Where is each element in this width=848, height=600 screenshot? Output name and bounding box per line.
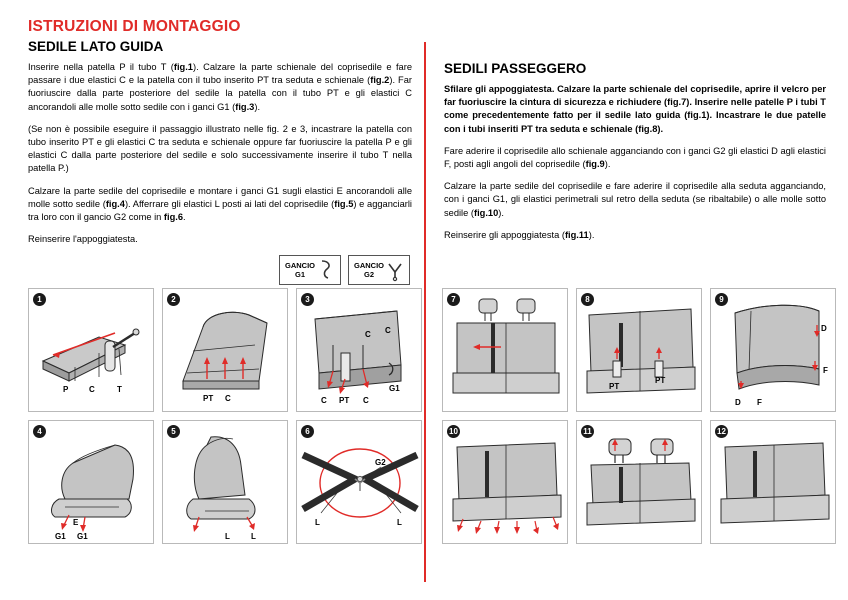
svg-text:F: F xyxy=(823,366,828,375)
figure-2-backrest-cover xyxy=(162,288,288,412)
svg-text:PT: PT xyxy=(609,382,620,391)
svg-text:C: C xyxy=(365,330,371,339)
figure-number: 11 xyxy=(581,425,594,438)
right-paragraph-4: Reinserire gli appoggiatesta (fig.11). xyxy=(444,229,595,240)
svg-text:L: L xyxy=(225,532,230,541)
svg-text:C: C xyxy=(89,385,95,394)
left-section-title: SEDILE LATO GUIDA xyxy=(28,39,164,54)
svg-text:F: F xyxy=(757,398,762,407)
svg-text:L: L xyxy=(315,518,320,527)
figures-row-4 xyxy=(442,420,838,544)
hook-g1-label xyxy=(284,261,316,279)
figure-5-side-elastics xyxy=(162,420,288,544)
figure-number: 6 xyxy=(301,425,314,438)
figure-6-drawing xyxy=(297,421,422,544)
figure-1-flap-tube xyxy=(28,288,154,412)
figure-number: 2 xyxy=(167,293,180,306)
svg-text:C: C xyxy=(225,394,231,403)
figure-8-tuck-flaps xyxy=(576,288,702,412)
right-column xyxy=(422,39,826,285)
figure-number: 12 xyxy=(715,425,728,438)
figure-12-drawing xyxy=(711,421,836,544)
figure-8-drawing xyxy=(577,289,702,412)
figure-number: 5 xyxy=(167,425,180,438)
figure-2-drawing xyxy=(163,289,288,412)
svg-text:G1: G1 xyxy=(55,532,66,541)
figure-number: 8 xyxy=(581,293,594,306)
figures-right-grid xyxy=(442,288,838,552)
figure-number: 10 xyxy=(447,425,460,438)
figure-6-join-elastics xyxy=(296,420,422,544)
figure-10-seat-perimeter xyxy=(442,420,568,544)
svg-text:PT: PT xyxy=(655,376,666,385)
figure-10-drawing xyxy=(443,421,568,544)
hook-g2-label-line2: G2 xyxy=(363,270,374,280)
figures-row-2 xyxy=(28,420,424,544)
figure-12-finished xyxy=(710,420,836,544)
hook-g2-icon xyxy=(385,258,405,282)
left-paragraph-2: (Se non è possibile eseguire il passaggio illustrato nelle fig. 2 e 3, incastrare la patella con tubo inserito PT e gli elastici C tra seduta e schienale oppure far fuoriuscire la patella P e gli elastici C dalla parte posteriore del sedile e solo successivamente inserire il tubo T nella patella P.) xyxy=(28,123,412,174)
figure-3-drawing xyxy=(297,289,422,412)
figure-5-drawing xyxy=(163,421,288,544)
figure-7-velcro-belt xyxy=(442,288,568,412)
svg-text:C: C xyxy=(363,396,369,405)
text-columns xyxy=(28,39,826,285)
figure-number: 3 xyxy=(301,293,314,306)
figure-9-corner-elastics xyxy=(710,288,836,412)
figure-1-drawing xyxy=(29,289,154,412)
hook-g2-label xyxy=(353,261,385,279)
hook-g1-label-line1: GANCIO xyxy=(285,261,315,271)
svg-text:L: L xyxy=(251,532,256,541)
figures-left-grid xyxy=(28,288,424,552)
left-paragraph-1: Inserire nella patella P il tubo T (fig.1). Calzare la parte schienale del coprisedile e fare passare i due elastici C e la patella con il tubo inserito PT tra seduta e schienale (fig.2). Far fuoriuscire dalla parte posteriore del sedile la patella con il tubo PT e gli elastici C ancorandoli alle molle sotto sedile con i ganci G1 (fig.3). xyxy=(28,62,412,112)
left-column xyxy=(28,39,422,285)
figure-4-seat-cover-hooks xyxy=(28,420,154,544)
hook-g2-label-line1: GANCIO xyxy=(354,261,384,271)
svg-text:C: C xyxy=(385,326,391,335)
vertical-divider xyxy=(424,42,426,582)
svg-text:D: D xyxy=(735,398,741,407)
right-section-title: SEDILI PASSEGGERO xyxy=(444,61,587,76)
right-paragraph-3: Calzare la parte sedile del coprisedile e fare aderire il coprisedile alla seduta agganciando, con i ganci G1, gli elastici perimetrali sul retro della seduta (se ribaltabile) o alle molle sotto sedile (fig.10). xyxy=(444,181,826,218)
figures-row-1 xyxy=(28,288,424,412)
svg-text:E: E xyxy=(73,518,79,527)
figure-9-drawing xyxy=(711,289,836,412)
hook-g1-label-line2: G1 xyxy=(294,270,305,280)
figure-number: 4 xyxy=(33,425,46,438)
figure-4-drawing xyxy=(29,421,154,544)
hook-box-g1 xyxy=(279,255,341,285)
figure-number: 9 xyxy=(715,293,728,306)
hook-g1-icon xyxy=(316,258,336,282)
hook-legend xyxy=(28,255,410,285)
svg-text:D: D xyxy=(821,324,827,333)
figure-3-rear-hooks xyxy=(296,288,422,412)
figure-11-headrests xyxy=(576,420,702,544)
svg-text:G1: G1 xyxy=(389,384,400,393)
left-paragraph-3: Calzare la parte sedile del coprisedile e montare i ganci G1 sugli elastici E ancorandoli alle molle sotto sedile (fig.4). Afferrare gli elastici L posti ai lati del coprisedile (fig.5) e agganciarli tra loro con il gancio G2 come in fig.6. xyxy=(28,185,412,223)
figure-number: 1 xyxy=(33,293,46,306)
figure-7-drawing xyxy=(443,289,568,412)
svg-text:PT: PT xyxy=(339,396,350,405)
svg-text:C: C xyxy=(321,396,327,405)
figure-number: 7 xyxy=(447,293,460,306)
svg-text:G1: G1 xyxy=(77,532,88,541)
svg-text:L: L xyxy=(397,518,402,527)
svg-text:PT: PT xyxy=(203,394,214,403)
svg-text:T: T xyxy=(117,385,122,394)
svg-text:G2: G2 xyxy=(375,458,386,467)
right-paragraph-2: Fare aderire il coprisedile allo schienale agganciando con i ganci G2 gli elastici D agli elastici F, posti agli angoli del coprisedile (fig.9). xyxy=(444,145,826,170)
page-title: ISTRUZIONI DI MONTAGGIO xyxy=(28,18,241,35)
left-paragraph-4: Reinserire l'appoggiatesta. xyxy=(28,234,138,245)
figures-row-3 xyxy=(442,288,838,412)
hook-box-g2 xyxy=(348,255,410,285)
figure-11-drawing xyxy=(577,421,702,544)
right-paragraph-1: Sfilare gli appoggiatesta. Calzare la parte schienale del coprisedile, aprire il velcro per far fuoriuscire la cintura di sicurezza e richiudere (fig.7). Inserire nelle patelle P i tubi T come precedentemente fatto per il sedile lato guida (fig.1). Incastrare le due patelle con i tubi inseriti PT tra seduta e schienale (fig.8). xyxy=(444,84,826,134)
svg-text:P: P xyxy=(63,385,69,394)
